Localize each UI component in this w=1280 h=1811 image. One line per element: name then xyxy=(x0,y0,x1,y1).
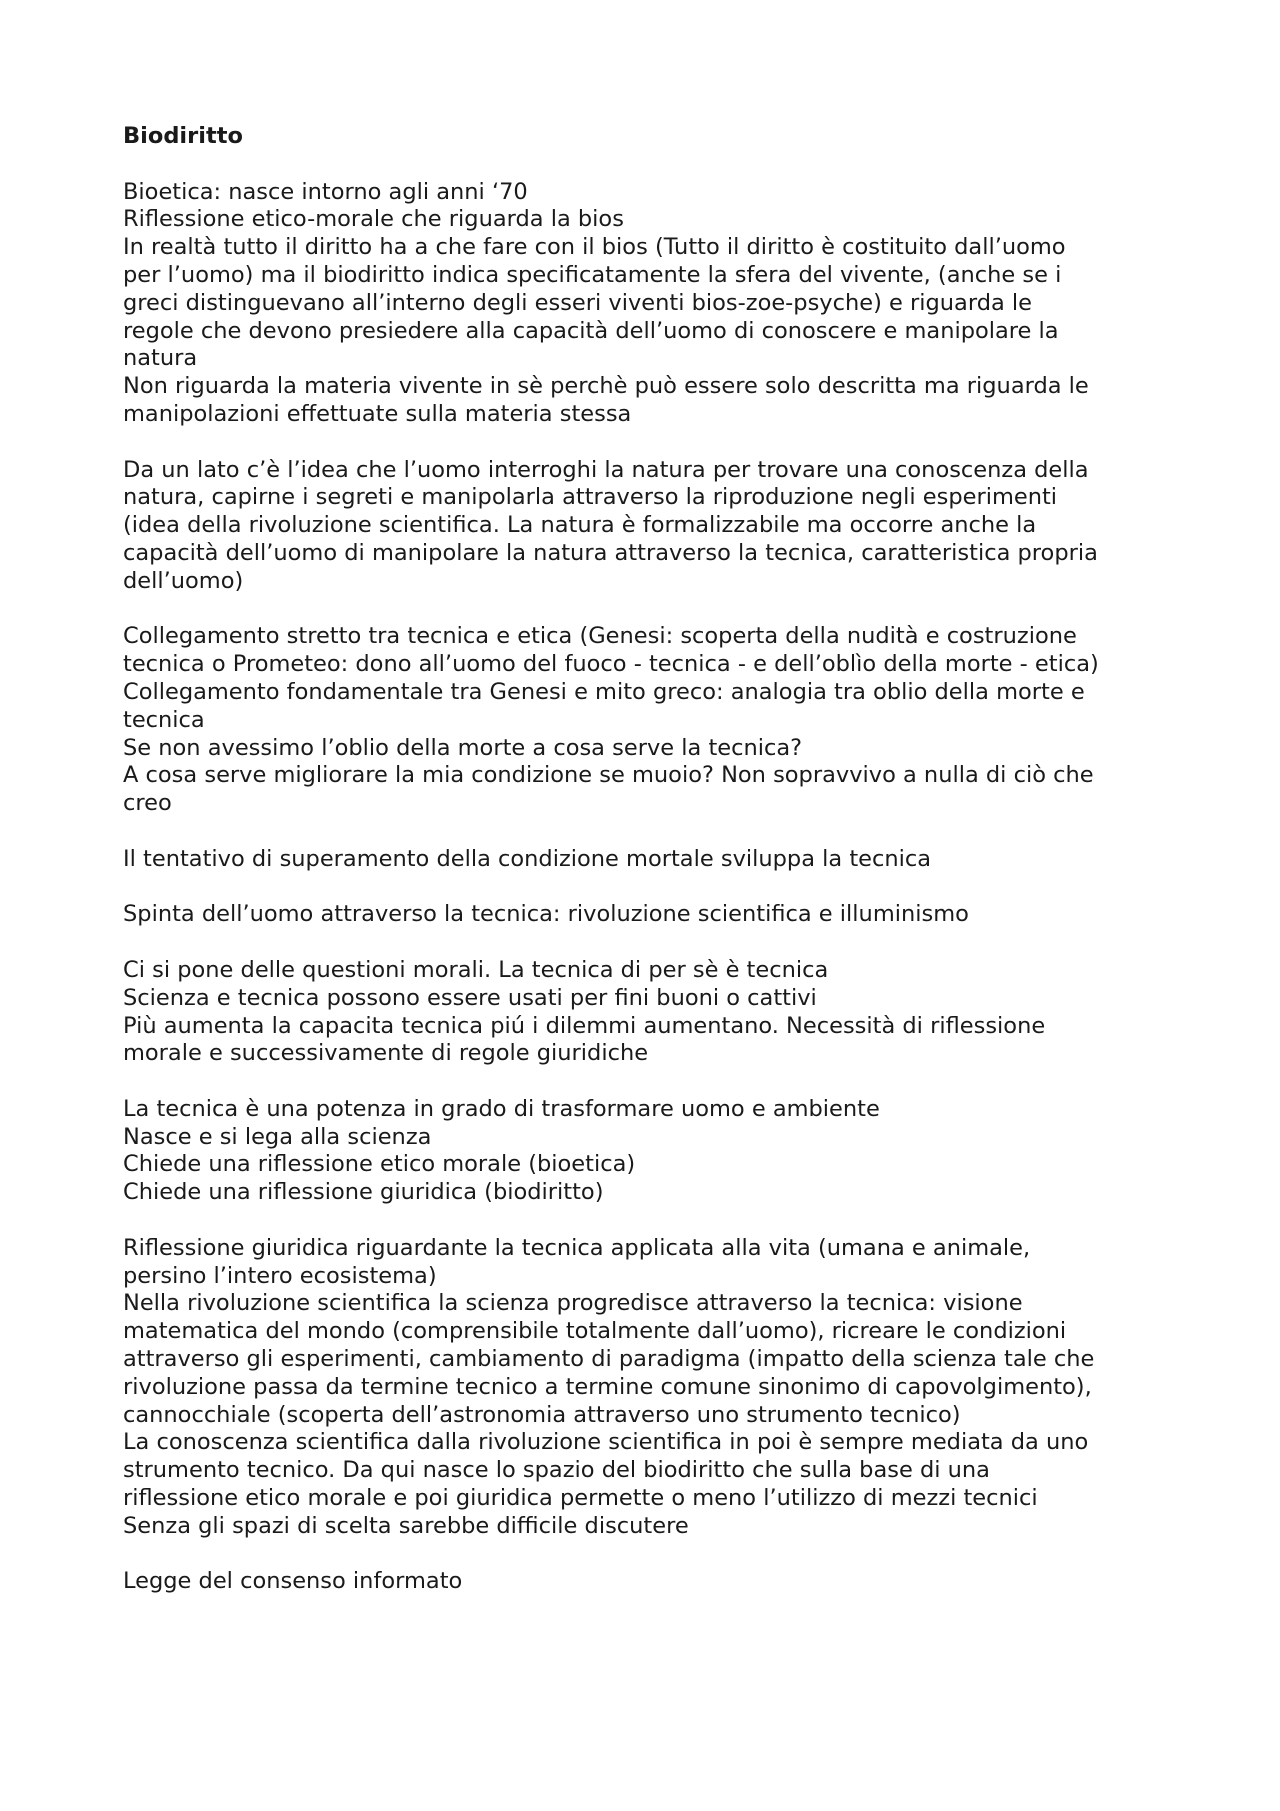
text-line: Se non avessimo l’oblio della morte a cosa serve la tecnica? xyxy=(123,734,803,761)
text-line: natura xyxy=(123,345,198,372)
text-line: persino l’intero ecosistema) xyxy=(123,1262,437,1289)
paragraph xyxy=(123,457,1180,596)
text-line: morale e successivamente di regole giuridiche xyxy=(123,1040,649,1067)
document-title: Biodiritto xyxy=(123,123,243,149)
text-line: tecnica o Prometeo: dono all’uomo del fuoco - tecnica - e dell’oblìo della morte - etica) xyxy=(123,651,1099,678)
paragraph xyxy=(123,901,1180,929)
text-line: tecnica xyxy=(123,706,205,733)
text-line: matematica del mondo (comprensibile totalmente dall’uomo), ricreare le condizioni xyxy=(123,1318,1067,1345)
text-line: greci distinguevano all’interno degli esseri viventi bios-zoe-psyche) e riguarda le xyxy=(123,289,1033,316)
text-line: per l’uomo) ma il biodiritto indica specificatamente la sfera del vivente, (anche se i xyxy=(123,261,1062,288)
text-line: A cosa serve migliorare la mia condizione se muoio? Non sopravvivo a nulla di ciò che xyxy=(123,762,1094,789)
text-line: attraverso gli esperimenti, cambiamento di paradigma (impatto della scienza tale che xyxy=(123,1346,1095,1373)
text-line: Collegamento stretto tra tecnica e etica (Genesi: scoperta della nudità e costruzione xyxy=(123,623,1077,650)
text-line: Nella rivoluzione scientifica la scienza progredisce attraverso la tecnica: visione xyxy=(123,1290,1023,1317)
text-line: Più aumenta la capacita tecnica piú i dilemmi aumentano. Necessità di riflessione xyxy=(123,1012,1046,1039)
text-line: Chiede una riflessione etico morale (bioetica) xyxy=(123,1151,636,1178)
text-line: Collegamento fondamentale tra Genesi e mito greco: analogia tra oblio della morte e xyxy=(123,678,1085,705)
text-line: Nasce e si lega alla scienza xyxy=(123,1123,432,1150)
text-line: In realtà tutto il diritto ha a che fare con il bios (Tutto il diritto è costituito dall’uomo xyxy=(123,234,1066,261)
text-line: Bioetica: nasce intorno agli anni ‘70 xyxy=(123,178,528,205)
text-line: Chiede una riflessione giuridica (biodiritto) xyxy=(123,1179,604,1206)
paragraph xyxy=(123,179,1180,429)
text-line: strumento tecnico. Da qui nasce lo spazio del biodiritto che sulla base di una xyxy=(123,1457,990,1484)
text-line: Spinta dell’uomo attraverso la tecnica: rivoluzione scientifica e illuminismo xyxy=(123,901,969,928)
text-line: Da un lato c’è l’idea che l’uomo interroghi la natura per trovare una conoscenza della xyxy=(123,456,1089,483)
text-line: Riflessione etico-morale che riguarda la bios xyxy=(123,206,624,233)
paragraph xyxy=(123,1568,1180,1596)
text-line: (idea della rivoluzione scientifica. La natura è formalizzabile ma occorre anche la xyxy=(123,512,1037,539)
text-line: Legge del consenso informato xyxy=(123,1568,463,1595)
text-line: regole che devono presiedere alla capacità dell’uomo di conoscere e manipolare la xyxy=(123,317,1059,344)
text-line: Scienza e tecnica possono essere usati per fini buoni o cattivi xyxy=(123,984,817,1011)
text-line: capacità dell’uomo di manipolare la natura attraverso la tecnica, caratteristica propria xyxy=(123,539,1098,566)
text-line: riflessione etico morale e poi giuridica permette o meno l’utilizzo di mezzi tecnici xyxy=(123,1485,1038,1512)
text-line: creo xyxy=(123,790,172,817)
text-line: Il tentativo di superamento della condizione mortale sviluppa la tecnica xyxy=(123,845,932,872)
paragraph xyxy=(123,846,1180,874)
paragraph xyxy=(123,957,1180,1068)
text-line: manipolazioni effettuate sulla materia stessa xyxy=(123,400,632,427)
paragraph xyxy=(123,1235,1180,1541)
text-line: La conoscenza scientifica dalla rivoluzione scientifica in poi è sempre mediata da uno xyxy=(123,1429,1089,1456)
text-line: Riflessione giuridica riguardante la tecnica applicata alla vita (umana e animale, xyxy=(123,1234,1031,1261)
text-line: Senza gli spazi di scelta sarebbe difficile discutere xyxy=(123,1512,689,1539)
text-line: natura, capirne i segreti e manipolarla attraverso la riproduzione negli esperimenti xyxy=(123,484,1058,511)
text-line: Ci si pone delle questioni morali. La tecnica di per sè è tecnica xyxy=(123,956,829,983)
paragraph xyxy=(123,1096,1180,1207)
document-body xyxy=(123,179,1180,1597)
text-line: La tecnica è una potenza in grado di trasformare uomo e ambiente xyxy=(123,1095,880,1122)
text-line: dell’uomo) xyxy=(123,567,244,594)
text-line: rivoluzione passa da termine tecnico a termine comune sinonimo di capovolgimento), xyxy=(123,1373,1092,1400)
paragraph xyxy=(123,623,1180,818)
text-line: cannocchiale (scoperta dell’astronomia attraverso uno strumento tecnico) xyxy=(123,1401,961,1428)
text-line: Non riguarda la materia vivente in sè perchè può essere solo descritta ma riguarda le xyxy=(123,373,1089,400)
